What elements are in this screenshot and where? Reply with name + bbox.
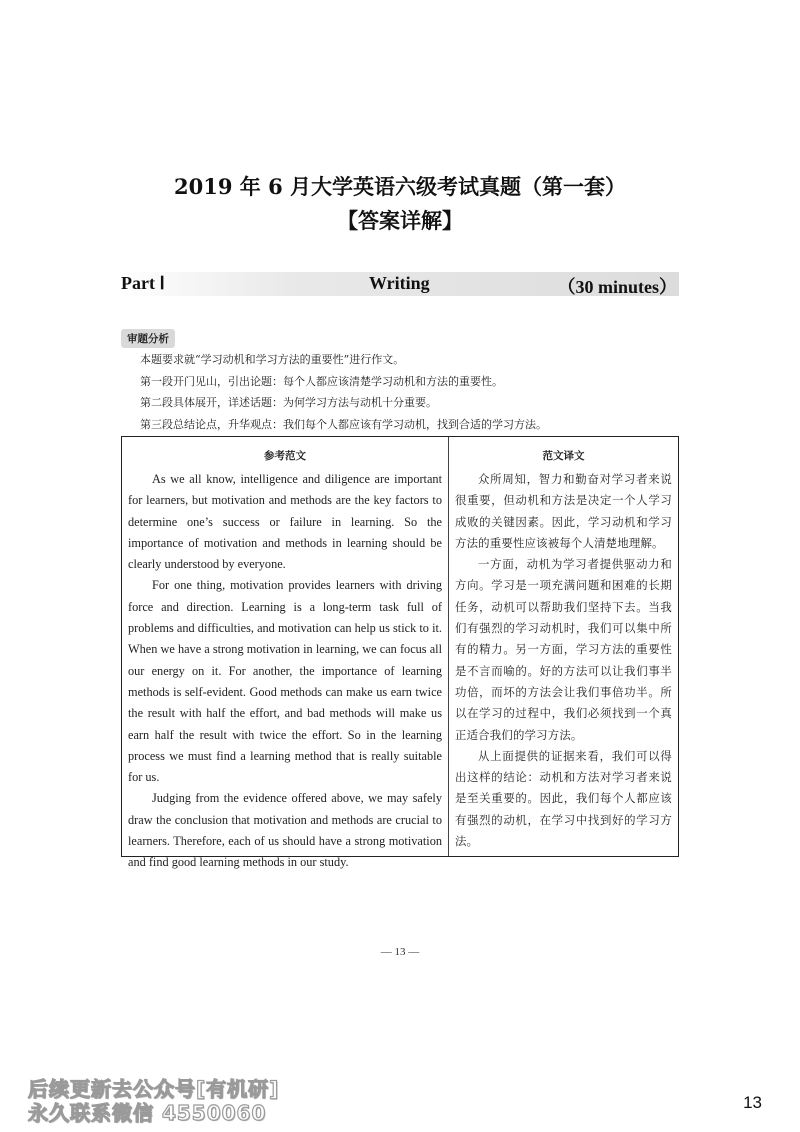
watermark-line: 永久联系微信 4550060 [28, 1101, 267, 1125]
page-title: 2019 年 6 月大学英语六级考试真题（第一套） [174, 174, 626, 199]
essay-paragraph: As we all know, intelligence and diligence are important for learners, but motivation and methods are the key factors to determine one’s success or failure in learning. So the importance of motivation and methods in learning should be clearly understood by everyone. [128, 472, 442, 572]
essay-column [128, 447, 442, 874]
page-number: — 13 — [380, 946, 420, 958]
watermark-line: 后续更新去公众号[有机研] [28, 1077, 280, 1101]
analysis-section [140, 349, 700, 435]
part-title: Writing [369, 273, 430, 293]
essay-heading: 参考范文 [264, 450, 306, 462]
part-label: Part Ⅰ [121, 273, 165, 293]
essay-paragraph: For one thing, motivation provides learners with driving force and direction. Learning is a long-term task full of problems and difficulties, and motivation can help us stick to it. When we have a strong motivation in learning, we can focus all our energy on it. For another, the importance of learning methods is self-evident. Good methods can make us earn twice the result with half the effort, and bad methods will make us earn half the result with twice the effort. So in the learning process we must find a learning method that is really suitable for us. [128, 578, 442, 785]
translation-paragraph: 众所周知，智力和勤奋对学习者来说很重要，但动机和方法是决定一个人学习成败的关键因素。因此，学习动机和学习方法的重要性应该被每个人清楚地理解。 [455, 472, 672, 550]
part-header-bar [121, 272, 679, 296]
analysis-line: 第一段开门见山，引出论题：每个人都应该清楚学习动机和方法的重要性。 [140, 374, 503, 388]
translation-paragraph: 一方面，动机为学习者提供驱动力和方向。学习是一项充满问题和困难的长期任务，动机可以帮助我们坚持下去。当我们有强烈的学习动机时，我们可以集中所有的精力。另一方面，学习方法的重要性是不言而喻的。好的方法可以让我们事半功倍，而坏的方法会让我们事倍功半。所以在学习的过程中，我们必须找到一个真正适合我们的学习方法。 [455, 557, 672, 742]
translation-paragraph: 从上面提供的证据来看，我们可以得出这样的结论：动机和方法对学习者来说是至关重要的。因此，我们每个人都应该有强烈的动机，在学习中找到好的学习方法。 [455, 748, 672, 849]
corner-page-number: 13 [743, 1093, 762, 1112]
analysis-line: 第二段具体展开，详述话题：为何学习方法与动机十分重要。 [140, 396, 437, 410]
answer-box [121, 436, 679, 870]
column-divider [448, 437, 449, 856]
essay-paragraph: Judging from the evidence offered above, we may safely draw the conclusion that motivation and methods are crucial to learners. Therefore, each of us should have a strong motivation and find good learning methods in our study. [128, 791, 442, 870]
page-subtitle: 【答案详解】 [337, 208, 463, 233]
analysis-badge: 审题分析 [121, 329, 175, 348]
analysis-line: 本题要求就“学习动机和学习方法的重要性”进行作文。 [140, 353, 405, 366]
part-time: （30 minutes） [557, 277, 677, 297]
translation-heading: 范文译文 [542, 450, 585, 462]
watermark [28, 1077, 328, 1125]
title-block [0, 170, 800, 238]
analysis-line: 第三段总结论点，升华观点：我们每个人都应该有学习动机，找到合适的学习方法。 [140, 417, 547, 431]
translation-column [455, 447, 672, 852]
